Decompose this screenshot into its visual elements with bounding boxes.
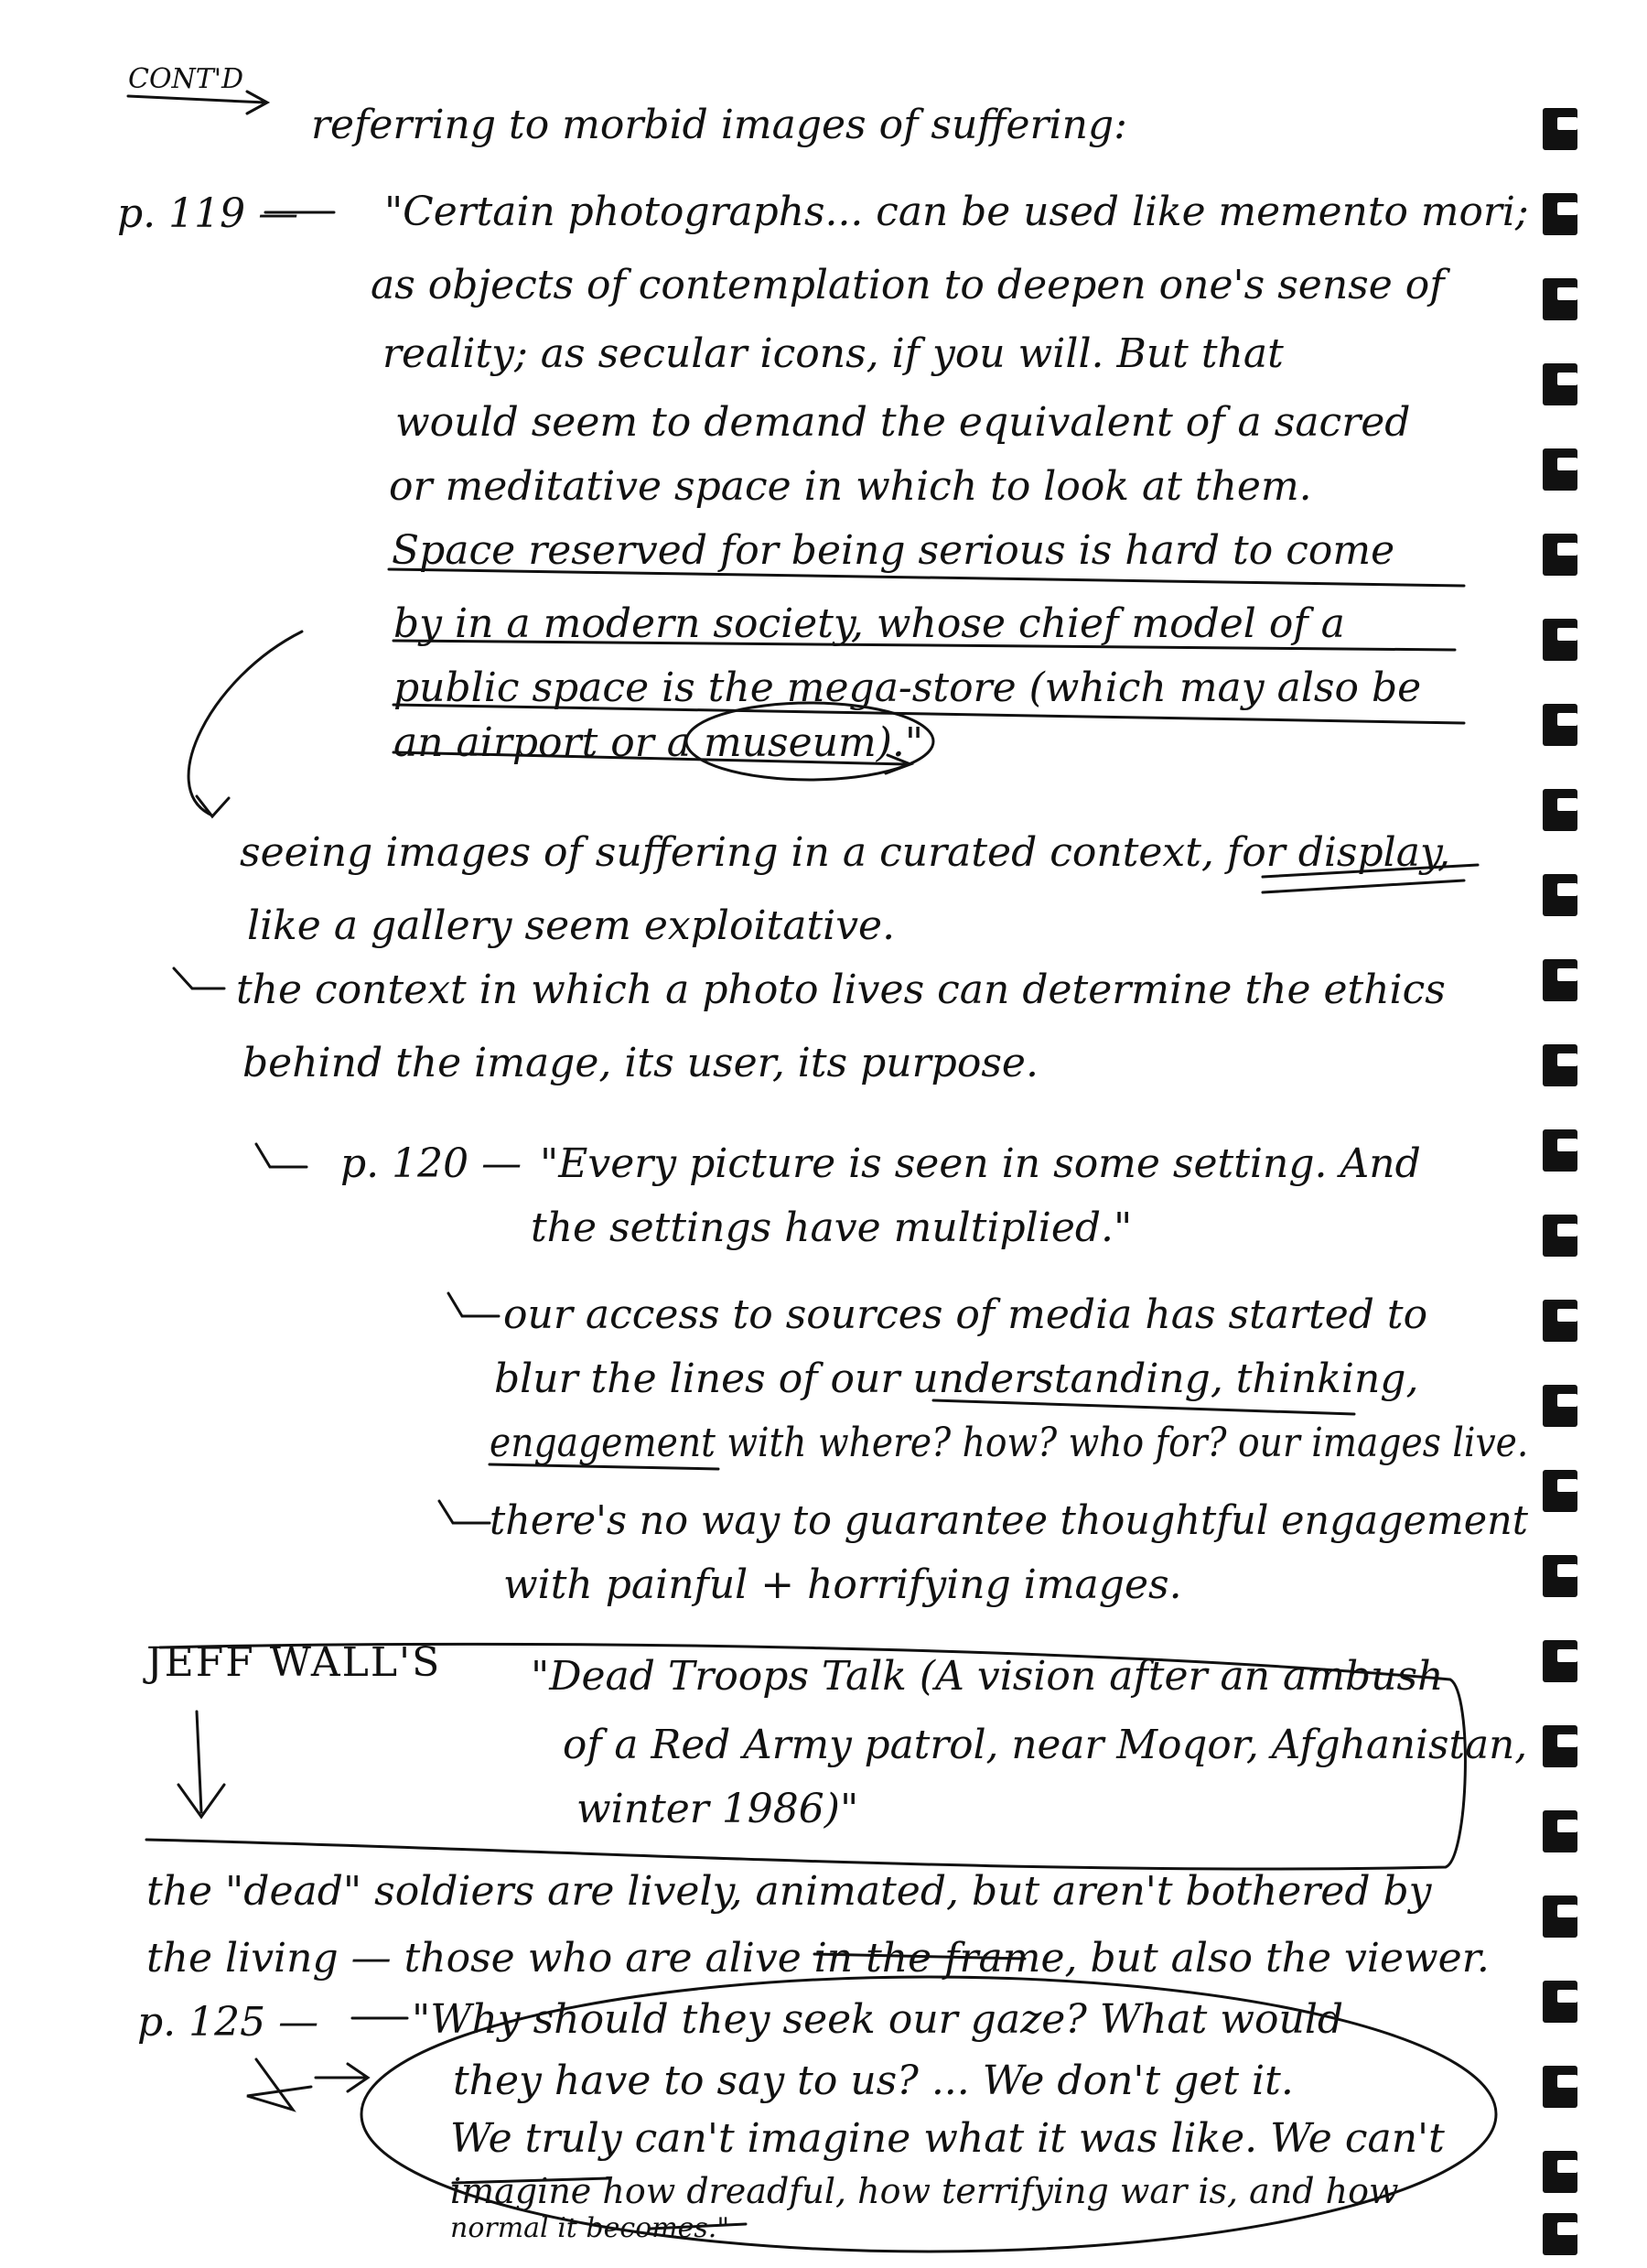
artist-name: JEFF WALL'S: [146, 1639, 442, 1686]
note-line: like a gallery seem exploitative.: [247, 902, 896, 949]
quote1-line: reality; as secular icons, if you will. But that: [382, 330, 1284, 377]
note-line: with painful + horrifying images.: [503, 1561, 1182, 1608]
quote3-line: they have to say to us? ... We don't get it.: [453, 2057, 1294, 2104]
note-line: there's no way to guarantee thoughtful engagement: [490, 1497, 1528, 1544]
artwork-title-line: of a Red Army patrol, near Moqor, Afghanistan,: [563, 1722, 1528, 1768]
quote1-line: or meditative space in which to look at them.: [389, 463, 1312, 510]
quote2-line: "Every picture is seen in some setting. And: [540, 1140, 1421, 1187]
note-line: behind the image, its user, its purpose.: [242, 1040, 1039, 1086]
quote1-line: would seem to demand the equivalent of a sacred: [395, 399, 1411, 446]
quote3-line: "Why should they seek our gaze? What would: [412, 1996, 1344, 2043]
note-line: blur the lines of our understanding, thinking,: [494, 1355, 1419, 1402]
note-line: the "dead" soldiers are lively, animated, but aren't bothered by: [146, 1868, 1432, 1915]
quote3-line: imagine how dreadful, how terrifying war is, and how: [450, 2171, 1399, 2211]
contd-label: CONT'D: [128, 63, 244, 95]
quote3-line: normal it becomes.": [450, 2212, 730, 2244]
page-ref-125: p. 125 —: [137, 1999, 319, 2046]
artwork-title-line: winter 1986)": [576, 1786, 859, 1832]
page-ref-119: p. 119 —: [117, 190, 299, 237]
note-line: the living — those who are alive in the frame, but also the viewer.: [146, 1935, 1490, 1982]
quote1-line: as objects of contemplation to deepen one's sense of: [371, 262, 1445, 308]
page-ref-120: p. 120 —: [340, 1140, 522, 1187]
intro-line: referring to morbid images of suffering:: [311, 102, 1127, 148]
quote2-line: the settings have multiplied.": [531, 1204, 1133, 1251]
note-line: our access to sources of media has started to: [503, 1291, 1428, 1338]
quote3-line: We truly can't imagine what it was like. We can't: [450, 2115, 1445, 2162]
quote1-line: Space reserved for being serious is hard to come: [392, 527, 1395, 574]
note-line: seeing images of suffering in a curated context, for display,: [240, 829, 1450, 876]
note-line: engagement with where? how? who for? our images live.: [490, 1420, 1529, 1466]
note-line: the context in which a photo lives can determine the ethics: [236, 967, 1446, 1013]
quote1-line: an airport or a museum).": [393, 719, 924, 766]
quote1-line: "Certain photographs... can be used like memento mori;: [384, 189, 1529, 235]
quote1-line: public space is the mega-store (which may also be: [393, 664, 1422, 711]
quote1-line: by in a modern society, whose chief model of a: [393, 600, 1345, 647]
artwork-title-line: "Dead Troops Talk (A vision after an ambush: [531, 1653, 1444, 1700]
